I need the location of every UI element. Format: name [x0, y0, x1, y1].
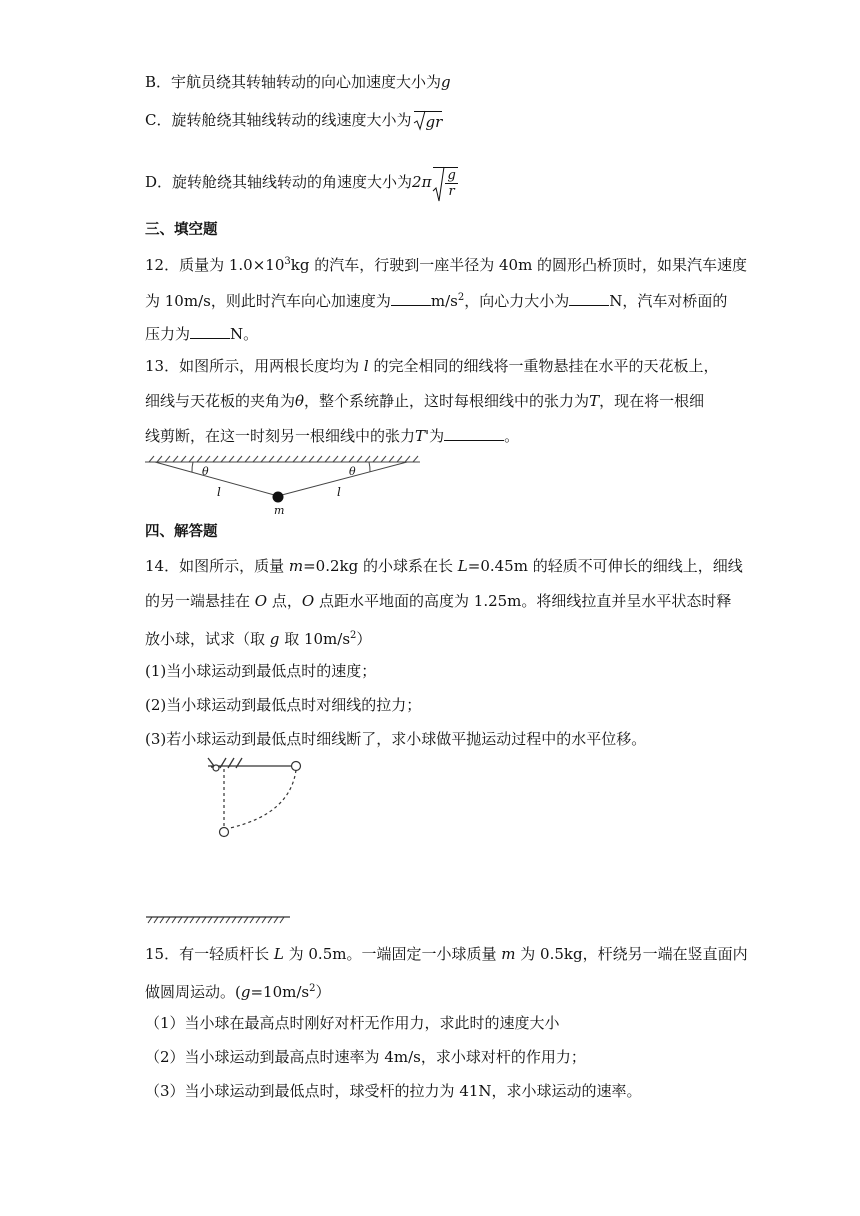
option-d	[145, 167, 458, 199]
q14-text: 点，	[271, 592, 302, 610]
q12-line2	[145, 288, 727, 311]
q14-text: 取 10m/s	[284, 630, 351, 648]
q14-var: m	[288, 557, 304, 575]
option-b-label: B．	[145, 73, 172, 91]
q12-line3	[145, 323, 258, 344]
q15-sub3: （3）当小球运动到最低点时，球受杆的拉力为 41N，求小球运动的速率。	[145, 1082, 642, 1100]
q13-line3	[145, 425, 519, 446]
radical-sign-icon	[414, 111, 426, 131]
blank-acceleration	[391, 290, 431, 306]
q13-text: ，现在将一根细	[599, 392, 705, 410]
length-right-label: l	[337, 485, 341, 499]
q14-figure	[140, 756, 300, 936]
q14-sub3: (3)若小球运动到最低点时细线断了，求小球做平抛运动过程中的水平位移。	[145, 730, 647, 748]
section-fill-heading: 三、填空题	[145, 222, 218, 238]
q15-text: 做圆周运动。(	[145, 983, 241, 1001]
q15-line1	[145, 944, 748, 964]
q13-text: 细线与天花板的夹角为	[145, 392, 296, 410]
ball-lowest	[220, 828, 229, 837]
q14-text: 14．如图所示，质量	[145, 557, 285, 575]
q14-sup: 2	[350, 630, 357, 641]
q14-var: O	[301, 592, 315, 610]
sqrt-g-over-r	[433, 167, 457, 199]
q14-text: 的另一端悬挂在	[145, 592, 251, 610]
fraction-denominator: r	[448, 184, 455, 199]
q13-var: T	[589, 392, 600, 410]
q12-sup: 3	[284, 256, 291, 267]
right-string	[278, 462, 407, 496]
q12-line1	[145, 252, 747, 275]
q15-text: 15．有一轻质杆长	[145, 945, 270, 963]
radical-sign-icon	[433, 167, 445, 203]
q13-var: l	[363, 357, 369, 375]
q14-text: =0.45m 的轻质不可伸长的细线上，细线	[467, 557, 743, 575]
q15-text: =10m/s	[250, 983, 310, 1001]
q15-sup: 2	[309, 983, 316, 994]
length-left-label: l	[217, 485, 221, 499]
q13-line1	[145, 356, 718, 376]
q15-text: 为 0.5kg，杆绕另一端在竖直面内	[520, 945, 748, 963]
q14-sub1: (1)当小球运动到最低点时的速度；	[145, 662, 377, 680]
q12-text: N。	[230, 325, 259, 343]
sqrt-gr	[414, 111, 443, 132]
q13-text: 。	[504, 427, 520, 445]
q15-var: g	[240, 983, 251, 1001]
option-b-text: 宇航员绕其转轴转动的向心加速度大小为	[171, 73, 442, 91]
ball-start	[292, 762, 301, 771]
option-c	[145, 110, 442, 132]
q13-text: 的完全相同的细线将一重物悬挂在水平的天花板上，	[373, 357, 719, 375]
q14-var: O	[254, 592, 268, 610]
fraction-numerator: g	[447, 168, 456, 183]
option-c-label: C．	[145, 111, 172, 129]
q13-text: 13．如图所示，用两根长度均为	[145, 357, 360, 375]
q14-line2	[145, 591, 731, 611]
q13-var: θ	[295, 392, 305, 410]
q13-figure	[145, 456, 425, 516]
option-b-symbol: g	[441, 73, 451, 91]
q12-sup: 2	[457, 292, 465, 303]
blank-tension	[444, 425, 504, 441]
q15-text: ）	[315, 983, 331, 1001]
q12-text: 压力为	[145, 325, 191, 343]
q14-line1	[145, 556, 743, 576]
q15-var: m	[501, 945, 516, 963]
q14-text: 放小球，试求（取	[145, 630, 266, 648]
q12-text: m/s	[430, 292, 458, 310]
option-b	[145, 72, 451, 92]
blank-pressure	[190, 323, 230, 339]
q14-var: L	[457, 557, 468, 575]
option-c-text: 旋转舱绕其轴线转动的线速度大小为	[171, 111, 412, 129]
blank-force	[569, 290, 609, 306]
q13-line2	[145, 391, 704, 411]
q15-text: 为 0.5m。一端固定一小球质量	[288, 945, 497, 963]
section-answer-heading: 四、解答题	[145, 524, 218, 540]
pivot-point	[213, 765, 219, 771]
q12-text: kg 的汽车，行驶到一座半径为 40m 的圆形凸桥顶时，如果汽车速度	[290, 256, 748, 274]
hanging-mass	[273, 492, 284, 503]
q12-text: ，向心力大小为	[464, 292, 570, 310]
q13-text: 线剪断，在这一时刻另一根细线中的张力	[145, 427, 416, 445]
fraction-g-r	[445, 168, 457, 199]
q13-text: 为	[429, 427, 445, 445]
theta-right-label: θ	[349, 465, 356, 478]
q15-line2	[145, 979, 331, 1002]
option-d-coef: 2π	[412, 173, 432, 191]
q12-text: 12．质量为 1.0×10	[145, 256, 285, 274]
option-d-label: D．	[145, 173, 173, 191]
option-c-radicand: gr	[425, 112, 443, 131]
q15-sub2: （2）当小球运动到最高点时速率为 4m/s，求小球对杆的作用力；	[145, 1048, 586, 1066]
q13-text: ，整个系统静止，这时每根细线中的张力为	[304, 392, 590, 410]
theta-left-label: θ	[202, 465, 209, 478]
q12-text: N，汽车对桥面的	[609, 292, 728, 310]
q12-text: 为 10m/s，则此时汽车向心加速度为	[145, 292, 391, 310]
trajectory-dashed-arc	[230, 770, 296, 828]
q14-sub2: (2)当小球运动到最低点时对细线的拉力；	[145, 696, 422, 714]
mass-label: m	[274, 504, 285, 517]
q15-var: L	[273, 945, 284, 963]
q14-var: g	[269, 630, 280, 648]
q14-text: =0.2kg 的小球系在长	[303, 557, 453, 575]
q14-line3	[145, 626, 371, 649]
option-d-text: 旋转舱绕其轴线转动的角速度大小为	[172, 173, 413, 191]
q13-var: T'	[415, 427, 430, 445]
q14-text: ）	[356, 630, 372, 648]
q14-text: 点距水平地面的高度为 1.25m。将细线拉直并呈水平状态时释	[319, 592, 732, 610]
q15-sub1: （1）当小球在最高点时刚好对杆无作用力，求此时的速度大小	[145, 1014, 560, 1032]
